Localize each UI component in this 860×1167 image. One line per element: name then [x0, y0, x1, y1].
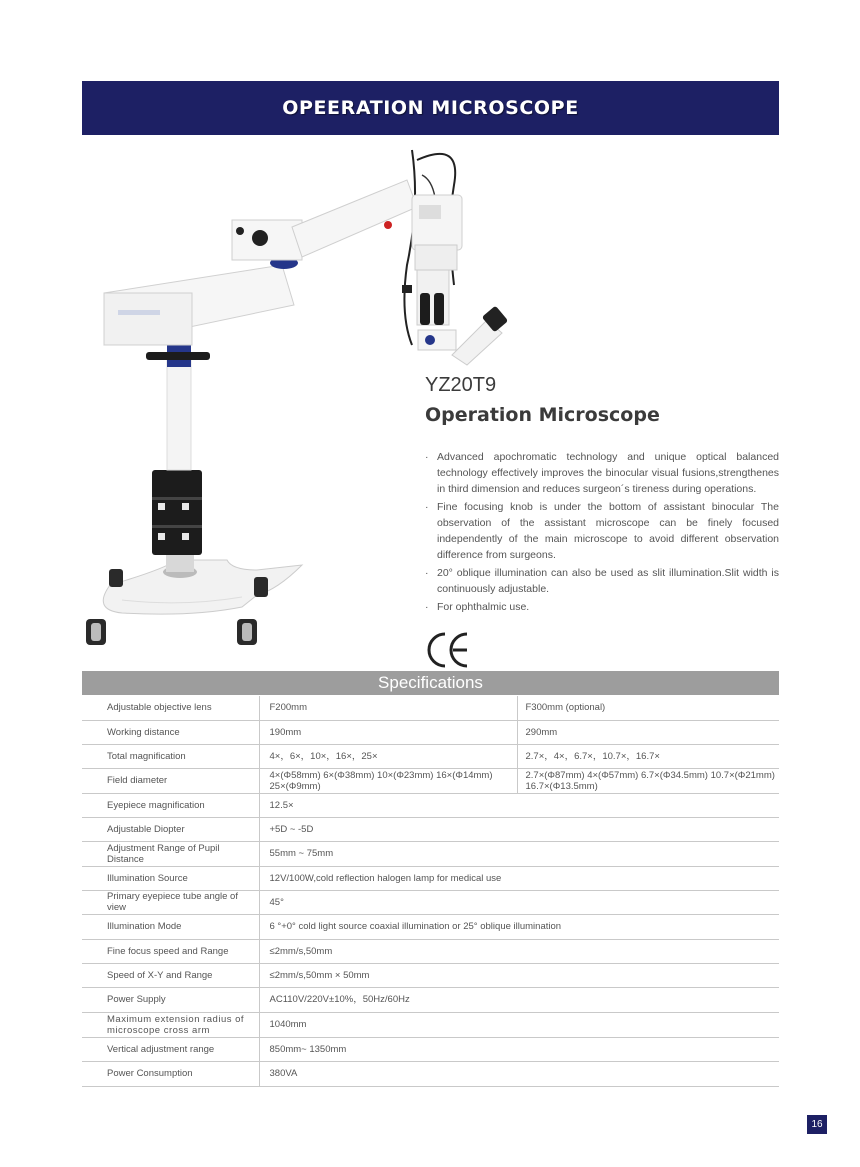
table-row — [82, 817, 779, 841]
table-row — [82, 696, 779, 720]
spec-value: AC110V/220V±10%，50Hz/60Hz — [259, 987, 779, 1012]
table-row — [82, 963, 779, 987]
spec-value: +5D ~ -5D — [259, 817, 779, 841]
table-row — [82, 1037, 779, 1061]
spec-label: Power Consumption — [82, 1061, 259, 1086]
ce-mark-icon — [425, 630, 471, 670]
spec-value-alt: 2.7×(Φ87mm) 4×(Φ57mm) 6.7×(Φ34.5mm) 10.7×(Φ21mm) 16.7×(Φ13.5mm) — [517, 768, 779, 793]
spec-label: Adjustable Diopter — [82, 817, 259, 841]
spec-value-alt: 2.7×，4×，6.7×，10.7×，16.7× — [517, 744, 779, 768]
title-banner — [82, 81, 779, 135]
spec-label: Eyepiece magnification — [82, 793, 259, 817]
spec-value: 190mm — [259, 720, 517, 744]
spec-value: 4×，6×，10×，16×，25× — [259, 744, 517, 768]
spec-label: Power Supply — [82, 987, 259, 1012]
spec-label: Illumination Mode — [82, 914, 259, 939]
spec-label: Speed of X-Y and Range — [82, 963, 259, 987]
page-number: 16 — [807, 1115, 827, 1134]
spec-value: 55mm ~ 75mm — [259, 841, 779, 866]
spec-value: ≤2mm/s,50mm — [259, 939, 779, 963]
spec-value: 12.5× — [259, 793, 779, 817]
bullet: · — [425, 501, 429, 513]
spec-label: Maximum extension radius of microscope cross arm — [82, 1012, 259, 1037]
page-title: OPEERATION MICROSCOPE — [282, 97, 579, 119]
table-row — [82, 914, 779, 939]
specifications-header — [82, 671, 779, 695]
table-row — [82, 866, 779, 890]
table-row — [82, 890, 779, 914]
table-row — [82, 720, 779, 744]
spec-value: 45° — [259, 890, 779, 914]
feature-list — [425, 449, 779, 617]
spec-value: 6 °+0° cold light source coaxial illumination or 25° oblique illumination — [259, 914, 779, 939]
spec-label: Primary eyepiece tube angle of view — [82, 890, 259, 914]
spec-label: Field diameter — [82, 768, 259, 793]
bullet: · — [425, 451, 429, 463]
specifications-title: Specifications — [378, 673, 483, 692]
product-model: YZ20T9 — [425, 374, 497, 396]
spec-value: ≤2mm/s,50mm × 50mm — [259, 963, 779, 987]
bullet: · — [425, 601, 429, 613]
table-row — [82, 1012, 779, 1037]
feature-item: · Advanced apochromatic technology and unique optical balanced technology effectively improves the binocular visual fusions,strengthenes in third dimension and reduces surgeon´s tireness during operations. — [425, 451, 779, 495]
product-name: Operation Microscope — [425, 404, 660, 426]
spec-label: Working distance — [82, 720, 259, 744]
table-row — [82, 744, 779, 768]
table-row — [82, 768, 779, 793]
spec-value-alt: F300mm (optional) — [517, 696, 779, 720]
feature-item: · 20° oblique illumination can also be used as slit illumination.Slit width is continuously adjustable. — [425, 567, 779, 595]
spec-value: 380VA — [259, 1061, 779, 1086]
spec-value: 850mm~ 1350mm — [259, 1037, 779, 1061]
spec-label: Fine focus speed and Range — [82, 939, 259, 963]
table-row — [82, 987, 779, 1012]
spec-value: 4×(Φ58mm) 6×(Φ38mm) 10×(Φ23mm) 16×(Φ14mm) 25×(Φ9mm) — [259, 768, 517, 793]
table-row — [82, 939, 779, 963]
table-row — [82, 841, 779, 866]
spec-value: 12V/100W,cold reflection halogen lamp for medical use — [259, 866, 779, 890]
specifications-table — [82, 696, 779, 1087]
table-row — [82, 793, 779, 817]
spec-value-alt: 290mm — [517, 720, 779, 744]
spec-value: F200mm — [259, 696, 517, 720]
spec-value: 1040mm — [259, 1012, 779, 1037]
table-row — [82, 1061, 779, 1086]
spec-label: Adjustable objective lens — [82, 696, 259, 720]
spec-label: Adjustment Range of Pupil Distance — [82, 841, 259, 866]
spec-label: Total magnification — [82, 744, 259, 768]
spec-label: Vertical adjustment range — [82, 1037, 259, 1061]
spec-label: Illumination Source — [82, 866, 259, 890]
feature-item: · Fine focusing knob is under the bottom of assistant binocular The observation of the assistant microscope can be finely focused independently of the main microscope to avoid different observation difference from surgeons. — [425, 501, 779, 561]
bullet: · — [425, 567, 429, 579]
feature-item: · For ophthalmic use. — [425, 601, 530, 613]
